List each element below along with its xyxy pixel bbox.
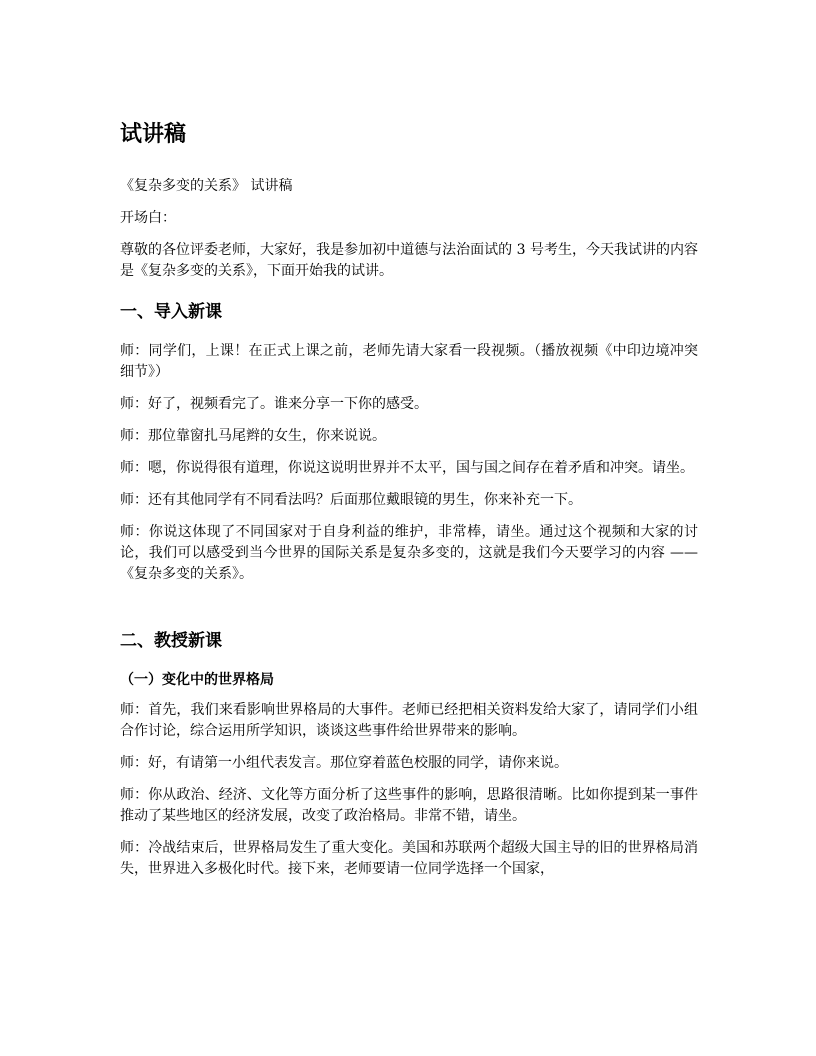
paragraph: 师：好了，视频看完了。谁来分享一下你的感受。 — [120, 396, 428, 412]
paragraph: 师：你说这体现了不同国家对于自身利益的维护，非常棒，请坐。通过这个视频和大家的讨论，我们可以感受到当今世界的国际关系是复杂多变的，这就是我们今天要学习的内容 ——《复杂多变的关系》。 — [120, 524, 698, 582]
opening-label: 开场白： — [120, 210, 176, 226]
document-title: 试讲稿 — [120, 122, 187, 147]
paragraph: 师：你从政治、经济、文化等方面分析了这些事件的影响，思路很清晰。比如你提到某一事件推动了某些地区的经济发展，改变了政治格局。非常不错，请坐。 — [120, 787, 698, 824]
document-page — [120, 120, 698, 891]
paragraph: 师：还有其他同学有不同看法吗？后面那位戴眼镜的男生，你来补充一下。 — [120, 492, 582, 508]
paragraph: 师：好，有请第一小组代表发言。那位穿着蓝色校服的同学，请你来说。 — [120, 755, 568, 771]
section-heading-teaching: 二、教授新课 — [120, 631, 222, 651]
paragraph: 师：那位靠窗扎马尾辫的女生，你来说说。 — [120, 428, 386, 444]
paragraph: 师：嗯，你说得很有道理，你说这说明世界并不太平，国与国之间存在着矛盾和冲突。请坐。 — [120, 460, 694, 476]
section-heading-intro: 一、导入新课 — [120, 302, 222, 322]
opening-paragraph: 尊敬的各位评委老师，大家好，我是参加初中道德与法治面试的 3 号考生，今天我试讲的内容是《复杂多变的关系》，下面开始我的试讲。 — [120, 242, 698, 279]
document-subtitle: 《复杂多变的关系》 试讲稿 — [120, 178, 293, 194]
paragraph: 师：同学们，上课！在正式上课之前，老师先请大家看一段视频。（播放视频《中印边境冲突细节》） — [120, 343, 698, 380]
subsection-heading: （一）变化中的世界格局 — [120, 672, 274, 688]
paragraph: 师：冷战结束后，世界格局发生了重大变化。美国和苏联两个超级大国主导的旧的世界格局消失，世界进入多极化时代。接下来，老师要请一位同学选择一个国家， — [120, 840, 698, 877]
paragraph: 师：首先，我们来看影响世界格局的大事件。老师已经把相关资料发给大家了，请同学们小组合作讨论，综合运用所学知识，谈谈这些事件给世界带来的影响。 — [120, 702, 698, 739]
